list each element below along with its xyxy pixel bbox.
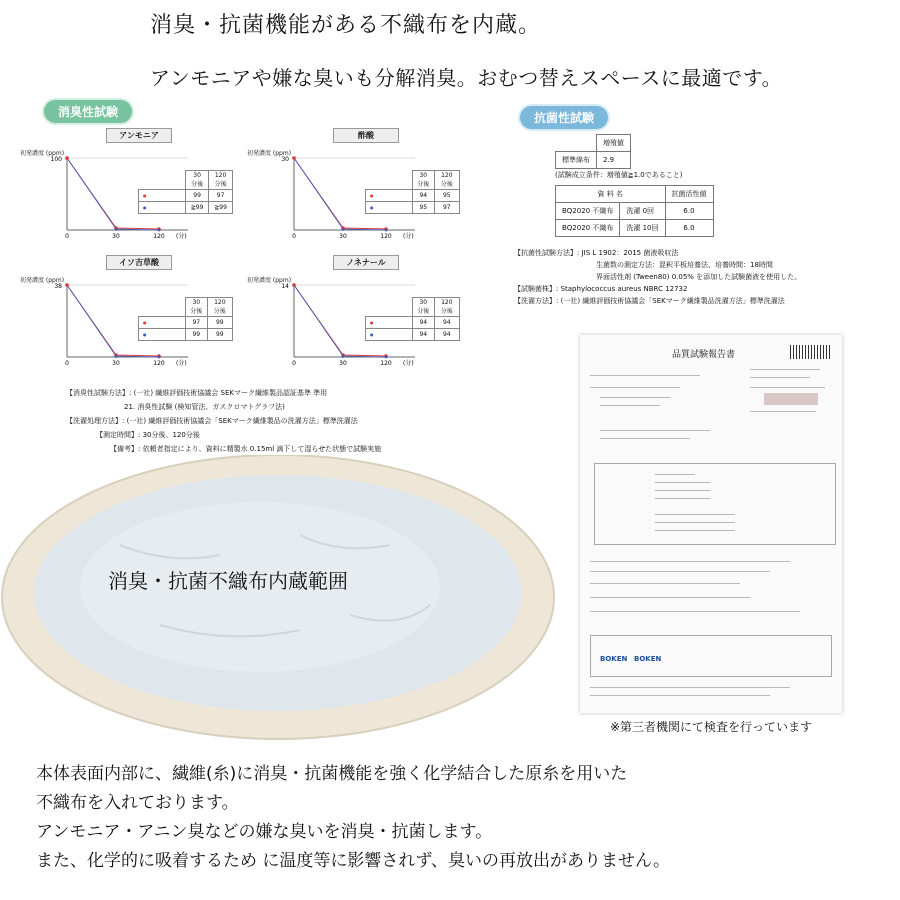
- table-cell: 97: [209, 190, 233, 202]
- chart-xtick: 120: [380, 233, 392, 240]
- table-cell: 94: [434, 317, 459, 329]
- chart-xtick: 120: [153, 233, 165, 240]
- table-cell: 94: [413, 329, 435, 341]
- table-header: 増殖値: [597, 135, 631, 152]
- table-row: [556, 152, 631, 169]
- chart-ytitle: 初発濃度 (ppm): [247, 150, 292, 157]
- deodor-chart: [245, 128, 460, 248]
- data-point: [385, 356, 388, 359]
- boken-logo: BOKEN: [634, 655, 662, 663]
- antibac-note: 生菌数の測定方法：混釈平板培養法、培養時間：18時間: [596, 261, 773, 269]
- table-row: ● 94 94: [366, 317, 460, 329]
- chart-ytitle: 初発濃度 (ppm): [20, 277, 65, 284]
- deodor-note: 【測定時間】: 30分後、120分後: [96, 431, 200, 439]
- deodor-chart: [18, 128, 233, 248]
- table-header: 抗菌活性値: [665, 186, 713, 203]
- antibac-note: 【試験菌株】: Staphylococcus aureus NBRC 12732: [514, 285, 688, 293]
- antibac-growth-table: [555, 134, 631, 169]
- chart-ylabel: 30: [281, 156, 289, 163]
- data-point: [292, 283, 296, 287]
- table-row: ● 95 97: [366, 202, 460, 214]
- table-header: 120 分後: [434, 298, 459, 317]
- page-subtitle: アンモニアや嫌な臭いも分解消臭。おむつ替えスペースに最適です。: [150, 66, 783, 90]
- table-row: ● 99 99: [139, 329, 233, 341]
- chart-xtick: 0: [65, 233, 69, 240]
- futon-coverage-label: 消臭・抗菌不織布内蔵範囲: [108, 569, 348, 593]
- chart-xunit: (分): [403, 360, 414, 367]
- chart-title: 酢酸: [333, 128, 399, 143]
- data-point: [115, 228, 118, 231]
- chart-xtick: 30: [112, 360, 120, 367]
- deodor-note: 21. 消臭性試験 (検知管法、ガスクロマトグラフ法): [124, 403, 285, 411]
- chart-ylabel: 100: [50, 156, 62, 163]
- data-point: [385, 229, 388, 232]
- deodor-chart: [245, 255, 460, 375]
- description-line: また、化学的に吸着するため に温度等に影響されず、臭いの再放出がありません。: [36, 851, 671, 871]
- table-row: ● 94 94: [366, 329, 460, 341]
- data-point: [115, 355, 118, 358]
- page-title: 消臭・抗菌機能がある不織布を内蔵。: [150, 13, 542, 38]
- table-header: 120 分後: [209, 171, 233, 190]
- table-cell: 99: [207, 329, 232, 341]
- table-header: 120 分後: [207, 298, 232, 317]
- chart-xtick: 0: [292, 233, 296, 240]
- chart-ylabel: 14: [281, 283, 289, 290]
- table-header: 30 分後: [186, 298, 208, 317]
- chart-value-table: [365, 170, 460, 214]
- table-cell: 97: [434, 202, 459, 214]
- chart-xtick: 120: [153, 360, 165, 367]
- chart-xtick: 30: [339, 233, 347, 240]
- deodor-note: 【備考】: 依頼者指定により、資料に精製水 0.15ml 滴下して湿らせた状態で試験実施: [110, 445, 382, 453]
- table-row: [556, 220, 714, 237]
- table-row: ● 99 97: [139, 190, 233, 202]
- chart-xtick: 30: [112, 233, 120, 240]
- deodor-note: 【洗濯処理方法】: (一社) 繊維評価技術協議会「SEKマーク繊維製品の洗濯方法」標準洗濯法: [66, 417, 358, 425]
- chart-title: イソ吉草酸: [106, 255, 172, 270]
- description-line: 不織布を入れております。: [36, 793, 239, 813]
- antibac-note: 【洗濯方法】: (一社) 繊維評価技術協議会「SEKマーク繊維製品洗濯方法」標準洗濯法: [514, 297, 785, 305]
- chart-xtick: 0: [292, 360, 296, 367]
- data-point: [342, 355, 345, 358]
- table-cell: 94: [434, 329, 459, 341]
- table-cell: 95: [413, 202, 435, 214]
- description-line: アンモニア・アニン臭などの嫌な臭いを消臭・抗菌します。: [36, 822, 493, 842]
- table-cell: ≧99: [209, 202, 233, 214]
- data-point: [65, 156, 69, 160]
- antibac-notes: [514, 247, 801, 307]
- table-cell: 6.0: [665, 203, 713, 220]
- table-cell: 94: [413, 190, 435, 202]
- table-cell: 2.9: [597, 152, 631, 169]
- table-cell: 標準綿布: [556, 152, 597, 169]
- report-title: 品質試験報告書: [672, 350, 736, 360]
- report-header-lines: [750, 365, 830, 415]
- data-point: [158, 356, 161, 359]
- table-cell: 95: [434, 190, 459, 202]
- description-line: 本体表面内部に、繊維(糸)に消臭・抗菌機能を強く化学結合した原糸を用いた: [36, 764, 628, 784]
- chart-title: アンモニア: [106, 128, 172, 143]
- deodor-test-badge: 消臭性試験: [44, 100, 132, 123]
- product-description: [36, 760, 670, 876]
- chart-xunit: (分): [176, 233, 187, 240]
- data-point: [158, 229, 161, 232]
- table-row: ● 94 95: [366, 190, 460, 202]
- data-point: [65, 283, 69, 287]
- table-cell: 97: [186, 317, 208, 329]
- table-cell: 99: [186, 329, 208, 341]
- antibac-condition-note: (試験成立条件：増殖値≧1.0であること): [555, 171, 683, 179]
- table-row: ● 97 99: [139, 317, 233, 329]
- chart-ylabel: 38: [54, 283, 62, 290]
- chart-xtick: 120: [380, 360, 392, 367]
- chart-xunit: (分): [176, 360, 187, 367]
- table-cell: BQ2020 不織布: [556, 220, 620, 237]
- table-header: 120 分後: [434, 171, 459, 190]
- table-cell: 99: [186, 190, 209, 202]
- chart-xunit: (分): [403, 233, 414, 240]
- table-cell: 6.0: [665, 220, 713, 237]
- antibac-test-badge: 抗菌性試験: [520, 106, 608, 129]
- antibac-note: 【抗菌性試験方法】: JIS L 1902：2015 菌液吸収法: [514, 249, 679, 257]
- barcode-icon: [790, 345, 830, 359]
- chart-value-table: [365, 297, 460, 341]
- table-cell: 洗濯 0回: [620, 203, 665, 220]
- table-cell: 94: [413, 317, 435, 329]
- deodor-note: 【消臭性試験方法】: (一社) 繊維評価技術協議会 SEKマーク繊維製品認証基準 準用: [66, 389, 328, 397]
- table-cell: ≧99: [186, 202, 209, 214]
- data-point: [342, 228, 345, 231]
- chart-title: ノネナール: [333, 255, 399, 270]
- table-header: 30 分後: [186, 171, 209, 190]
- futon-illustration: [0, 455, 570, 755]
- seal-icon: [764, 393, 818, 405]
- deodor-chart: [18, 255, 233, 375]
- chart-xtick: 0: [65, 360, 69, 367]
- chart-xtick: 30: [339, 360, 347, 367]
- table-header: 資 料 名: [556, 186, 666, 203]
- quality-test-report: [580, 335, 842, 713]
- antibac-activity-table: [555, 185, 714, 237]
- report-data-table: [594, 463, 836, 545]
- table-header: 30 分後: [413, 171, 435, 190]
- boken-logo: BOKEN: [600, 655, 628, 663]
- antibac-note: 界面活性剤 (Tween80) 0.05% を添加した試験菌液を使用した。: [596, 273, 802, 281]
- third-party-caption: ※第三者機関にて検査を行っています: [610, 720, 813, 734]
- table-row: ● ≧99 ≧99: [139, 202, 233, 214]
- table-cell: 99: [207, 317, 232, 329]
- table-header: 30 分後: [413, 298, 435, 317]
- chart-value-table: [138, 170, 233, 214]
- table-row: [556, 203, 714, 220]
- chart-ytitle: 初発濃度 (ppm): [20, 150, 65, 157]
- data-point: [292, 156, 296, 160]
- table-cell: BQ2020 不織布: [556, 203, 620, 220]
- deodor-notes: [66, 386, 381, 456]
- chart-value-table: [138, 297, 233, 341]
- chart-ytitle: 初発濃度 (ppm): [247, 277, 292, 284]
- table-cell: 洗濯 10回: [620, 220, 665, 237]
